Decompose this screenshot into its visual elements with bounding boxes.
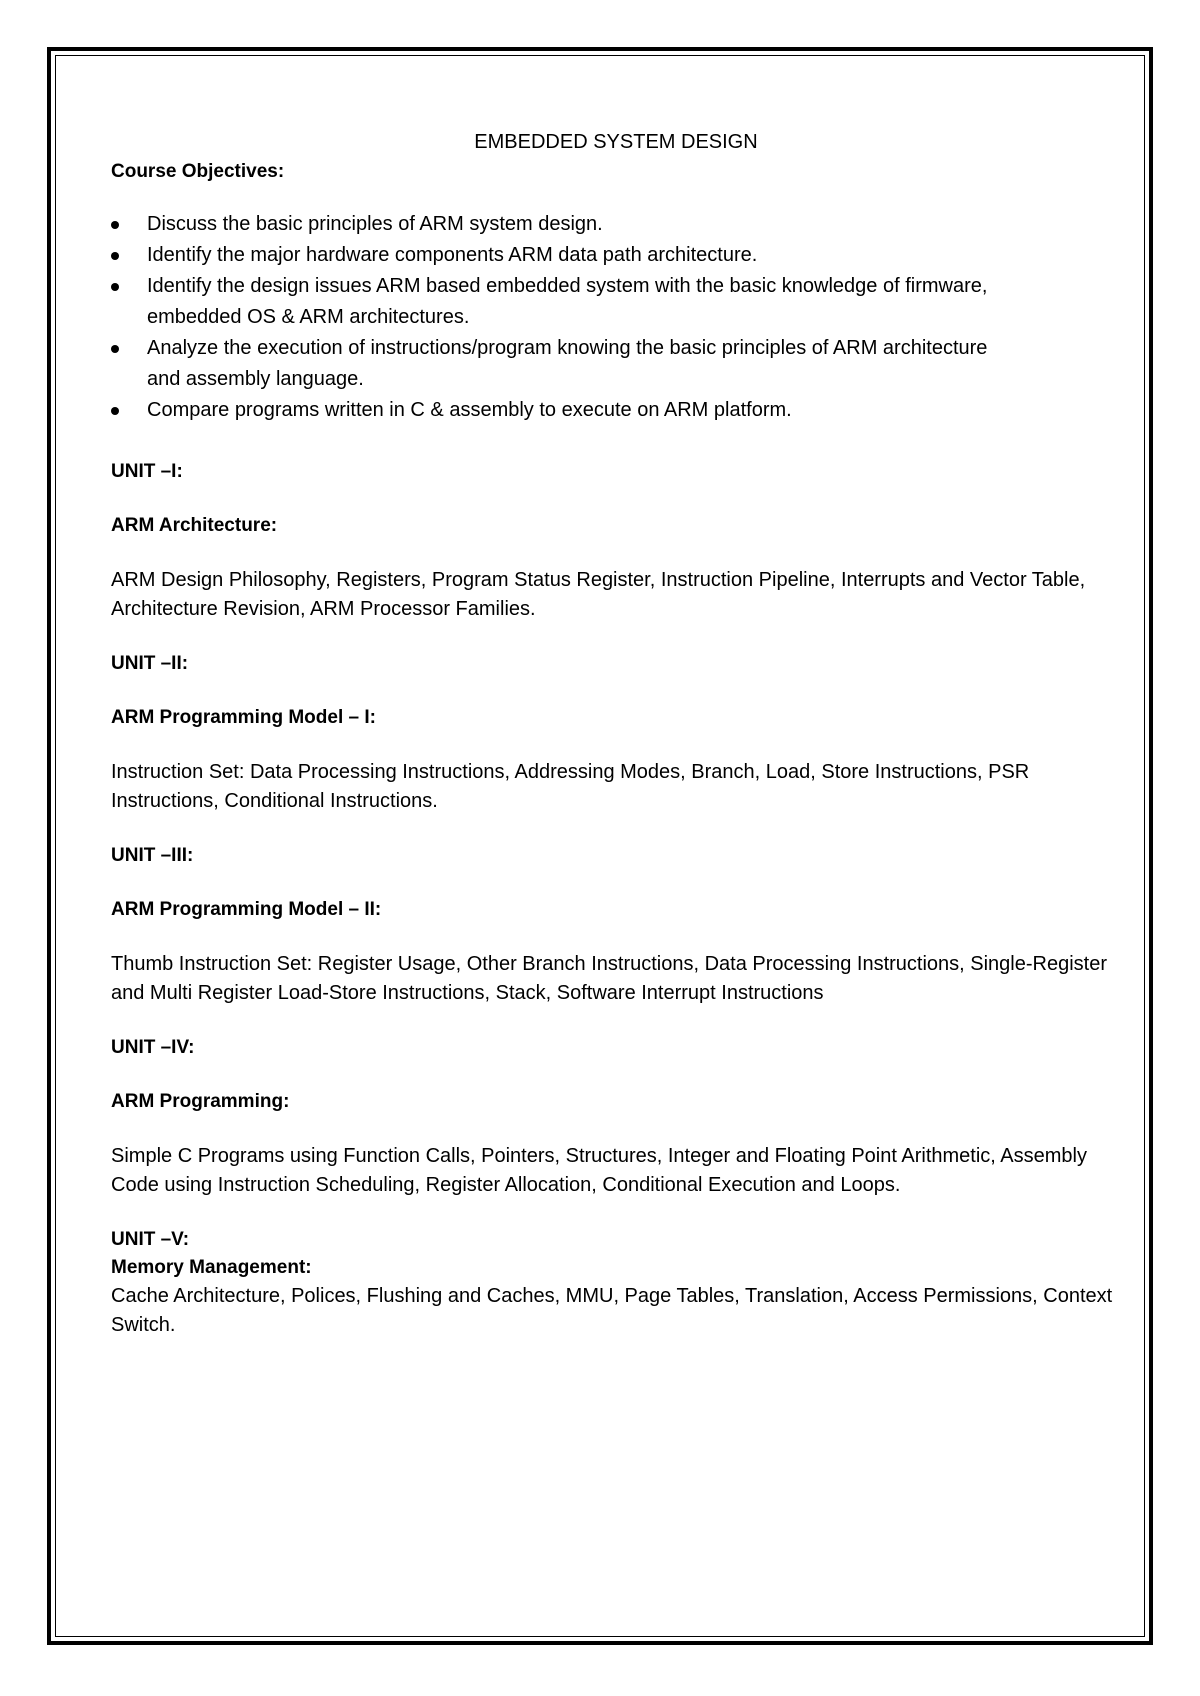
objective-text: Compare programs written in C & assembly to execute on ARM platform. (147, 399, 792, 421)
objective-item (111, 395, 1121, 426)
unit-1-label: UNIT –I: (111, 461, 183, 482)
bullet-icon (111, 283, 119, 291)
unit-2-title: ARM Programming Model – I: (111, 707, 376, 728)
objective-text: Identify the design issues ARM based embedded system with the basic knowledge of firmware, embedded OS & ARM architectures. (147, 275, 988, 328)
unit-5-title: Memory Management: (111, 1257, 312, 1278)
unit-5-body: Cache Architecture, Polices, Flushing and Caches, MMU, Page Tables, Translation, Access Permissions, Context Switch. (111, 1285, 1113, 1336)
bullet-icon (111, 407, 119, 415)
objective-item (111, 333, 1121, 395)
bullet-icon (111, 221, 119, 229)
objective-text: Analyze the execution of instructions/program knowing the basic principles of ARM architecture and assembly language. (147, 337, 988, 390)
unit-5-label: UNIT –V: (111, 1229, 190, 1250)
unit-4-title: ARM Programming: (111, 1091, 290, 1112)
unit-4-body: Simple C Programs using Function Calls, Pointers, Structures, Integer and Floating Point Arithmetic, Assembly Code using Instruction Scheduling, Register Allocation, Conditional Execution and Loops. (111, 1145, 1087, 1196)
unit-4-label: UNIT –IV: (111, 1037, 195, 1058)
unit-3-body: Thumb Instruction Set: Register Usage, Other Branch Instructions, Data Processing Instructions, Single-Register and Multi Register Load-Store Instructions, Stack, Software Interrupt Instructions (111, 953, 1107, 1004)
unit-1-title: ARM Architecture: (111, 515, 278, 536)
document-content (111, 127, 1121, 1340)
unit-2-label: UNIT –II: (111, 653, 189, 674)
objective-text: Identify the major hardware components ARM data path architecture. (147, 244, 758, 266)
bullet-icon (111, 345, 119, 353)
objective-text: Discuss the basic principles of ARM system design. (147, 213, 603, 235)
objective-item (111, 271, 1121, 333)
objectives-heading: Course Objectives: (111, 161, 285, 182)
objective-item (111, 209, 1121, 240)
unit-1-body: ARM Design Philosophy, Registers, Program Status Register, Instruction Pipeline, Interrupts and Vector Table, Architecture Revision, ARM Processor Families. (111, 569, 1086, 620)
unit-3-label: UNIT –III: (111, 845, 194, 866)
objectives-list (111, 209, 1121, 426)
unit-2-body: Instruction Set: Data Processing Instructions, Addressing Modes, Branch, Load, Store Instructions, PSR Instructions, Conditional Instructions. (111, 761, 1030, 812)
document-title: EMBEDDED SYSTEM DESIGN (474, 131, 758, 153)
bullet-icon (111, 252, 119, 260)
unit-3-title: ARM Programming Model – II: (111, 899, 382, 920)
objective-item (111, 240, 1121, 271)
